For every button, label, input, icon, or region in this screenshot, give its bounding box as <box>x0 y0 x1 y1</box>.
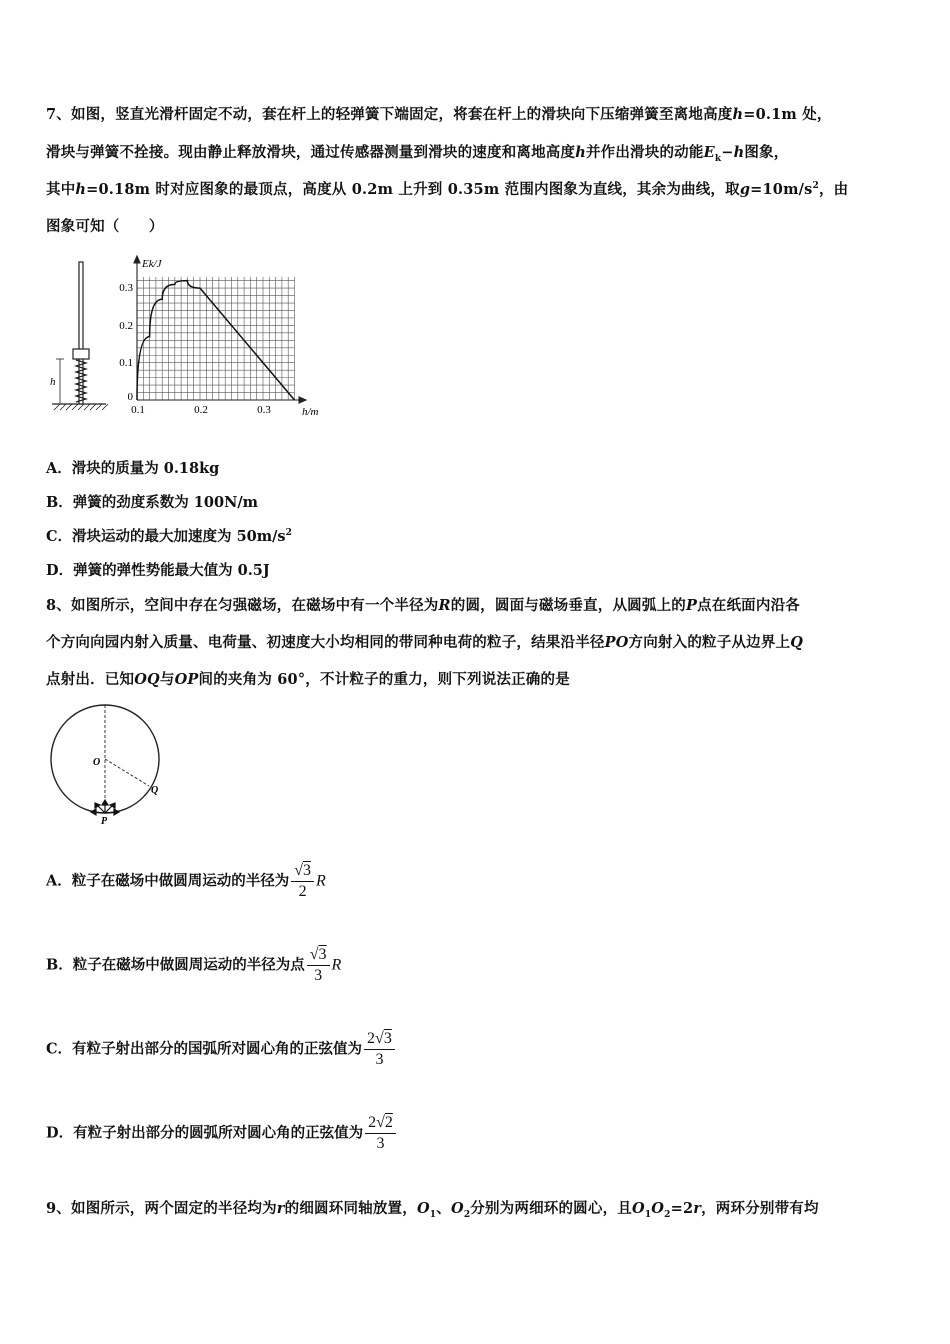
y-tick: 0.2 <box>119 320 133 332</box>
chart-grid <box>137 277 295 400</box>
y-tick: 0.3 <box>119 282 133 294</box>
q7-option-c[interactable]: C．滑块运动的最大加速度为 $50m/s^2$ <box>46 528 292 545</box>
q7-option-a[interactable]: A．滑块的质量为 0.18kg <box>46 460 220 477</box>
q8-option-b[interactable]: B．粒子在磁场中做圆周运动的半径为点 $\frac{√3}{3}$ R <box>46 946 342 984</box>
fraction: $\frac{√3}{3}$ <box>307 946 330 985</box>
point-p-label: P <box>101 816 108 827</box>
spring-apparatus <box>52 262 108 410</box>
q8-circle-figure <box>46 700 176 830</box>
q8-option-c[interactable]: C．有粒子射出部分的国弧所对圆心角的正弦值为 $\frac{2√3}{3}$ <box>46 1030 397 1069</box>
fraction: $\frac{2√3}{3}$ <box>364 1030 395 1069</box>
y-tick: 0.1 <box>119 357 133 369</box>
q7-option-b[interactable]: B．弹簧的劲度系数为 100N/m <box>46 494 258 511</box>
q8-line-1: 8、如图所示，空间中存在匀强磁场，在磁场中有一个半径为R的圆，圆面与磁场垂直，从圆弧上的P点在纸面内沿各 <box>46 597 800 614</box>
q7-line-1: 7、如图，竖直光滑杆固定不动，套在杆上的轻弹簧下端固定，将套在杆上的滑块向下压缩弹簧至离地高度h=0.1m 处， <box>46 106 832 123</box>
fraction: $\frac{2√2}{3}$ <box>365 1114 396 1153</box>
q7-option-d[interactable]: D．弹簧的弹性势能最大值为 0.5J <box>46 562 270 579</box>
q8-option-d[interactable]: D．有粒子射出部分的圆弧所对圆心角的正弦值为 $\frac{2√2}{3}$ <box>46 1114 398 1153</box>
q9-line-1: 9、如图所示，两个固定的半径均为r的细圆环同轴放置，$O_1$、$O_2$分别为两细环的圆心，且$O_1O_2=2r$，两环分别带有均 <box>46 1200 819 1220</box>
x-axis-label: h/m <box>302 406 319 418</box>
y-axis-label: Ek/J <box>142 258 162 270</box>
y-tick: 0 <box>127 391 133 403</box>
q7-figure <box>46 252 346 427</box>
x-tick: 0.3 <box>257 404 271 416</box>
point-q-label: Q <box>151 785 159 796</box>
fraction: $\frac{√3}{2}$ <box>291 862 314 901</box>
x-tick: 0.1 <box>131 404 145 416</box>
q8-line-3: 点射出．已知OQ与OP间的夹角为 60°，不计粒子的重力，则下列说法正确的是 <box>46 671 570 688</box>
q8-line-2: 个方向向园内射入质量、电荷量、初速度大小均相同的带同种电荷的粒子，结果沿半径PO方向射入的粒子从边界上Q <box>46 634 804 651</box>
point-o-label: O <box>93 757 101 768</box>
q7-line-4: 图象可知（ ） <box>46 218 164 235</box>
chart-axes <box>134 256 306 403</box>
h-label: h <box>50 376 56 388</box>
q7-line-2: 滑块与弹簧不拴接。现由静止释放滑块，通过传感器测量到滑块的速度和离地高度h并作出滑块的动能$E_k-h$图象， <box>46 144 789 164</box>
radius-oq <box>105 759 149 786</box>
q8-option-a[interactable]: A．粒子在磁场中做圆周运动的半径为 $\frac{√3}{2}$ R <box>46 862 326 900</box>
x-tick: 0.2 <box>194 404 208 416</box>
q7-line-3: 其中h=0.18m 时对应图象的最顶点，高度从 0.2m 上升到 0.35m 范围内图象为直线，其余为曲线，取$g=10m/s^2$，由 <box>46 181 849 198</box>
particle-arrows <box>91 800 119 815</box>
